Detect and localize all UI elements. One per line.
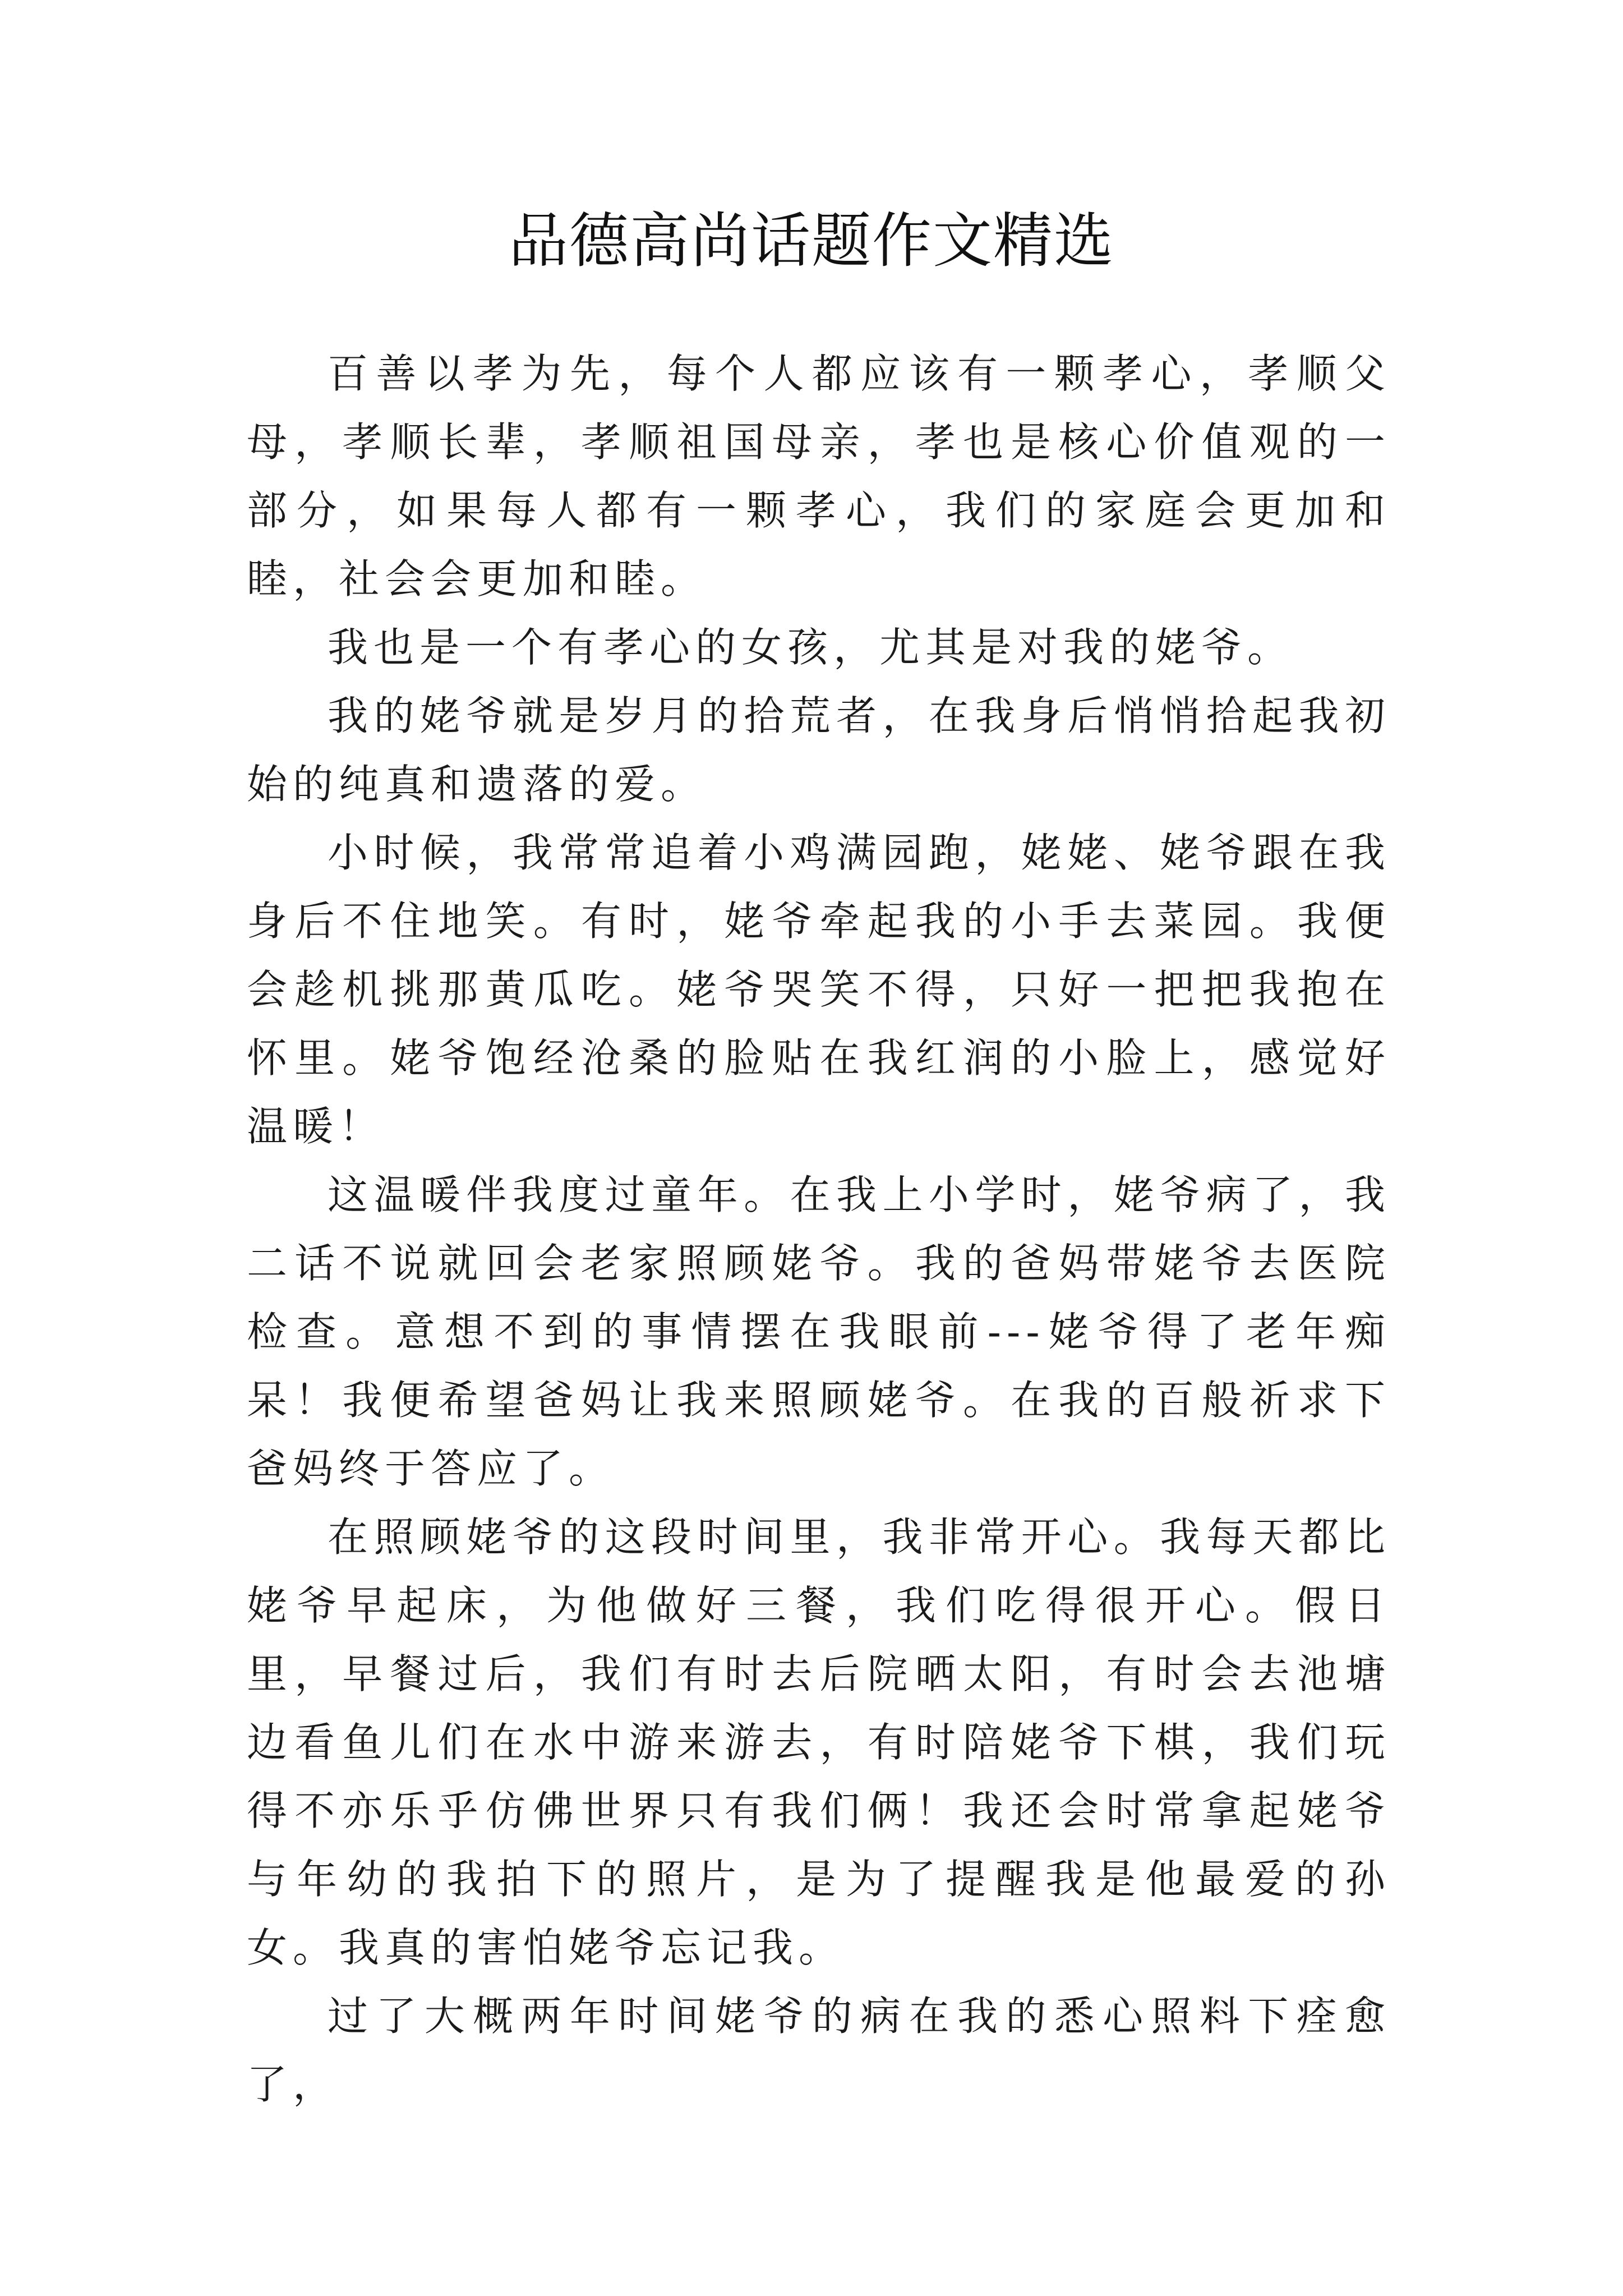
paragraph: 百善以孝为先，每个人都应该有一颗孝心，孝顺父母，孝顺长辈，孝顺祖国母亲，孝也是核心价值观的一部分，如果每人都有一颗孝心，我们的家庭会更加和睦，社会会更加和睦。 <box>247 350 1391 602</box>
document-body <box>247 339 1391 2119</box>
paragraph: 我也是一个有孝心的女孩，尤其是对我的姥爷。 <box>328 624 1294 671</box>
paragraph: 过了大概两年时间姥爷的病在我的悉心照料下痊愈了， <box>247 1993 1391 2108</box>
paragraph: 我的姥爷就是岁月的拾荒者，在我身后悄悄拾起我初始的纯真和遗落的爱。 <box>247 692 1391 808</box>
paragraph: 这温暖伴我度过童年。在我上小学时，姥爷病了，我二话不说就回会老家照顾姥爷。我的爸妈带姥爷去医院检查。意想不到的事情摆在我眼前---姥爷得了老年痴呆！我便希望爸妈让我来照顾姥爷。在我的百般祈求下爸妈终于答应了。 <box>247 1171 1391 1492</box>
document-title: 品德高尚话题作文精选 <box>509 206 1114 275</box>
paragraph: 在照顾姥爷的这段时间里，我非常开心。我每天都比姥爷早起床，为他做好三餐，我们吃得很开心。假日里，早餐过后，我们有时去后院晒太阳，有时会去池塘边看鱼儿们在水中游来游去，有时陪姥爷下棋，我们玩得不亦乐乎仿佛世界只有我们俩！我还会时常拿起姥爷与年幼的我拍下的照片，是为了提醒我是他最爱的孙女。我真的害怕姥爷忘记我。 <box>247 1513 1391 1971</box>
paragraph: 小时候，我常常追着小鸡满园跑，姥姥、姥爷跟在我身后不住地笑。有时，姥爷牵起我的小手去菜园。我便会趁机挑那黄瓜吃。姥爷哭笑不得，只好一把把我抱在怀里。姥爷饱经沧桑的脸贴在我红润的小脸上，感觉好温暖！ <box>247 829 1391 1150</box>
